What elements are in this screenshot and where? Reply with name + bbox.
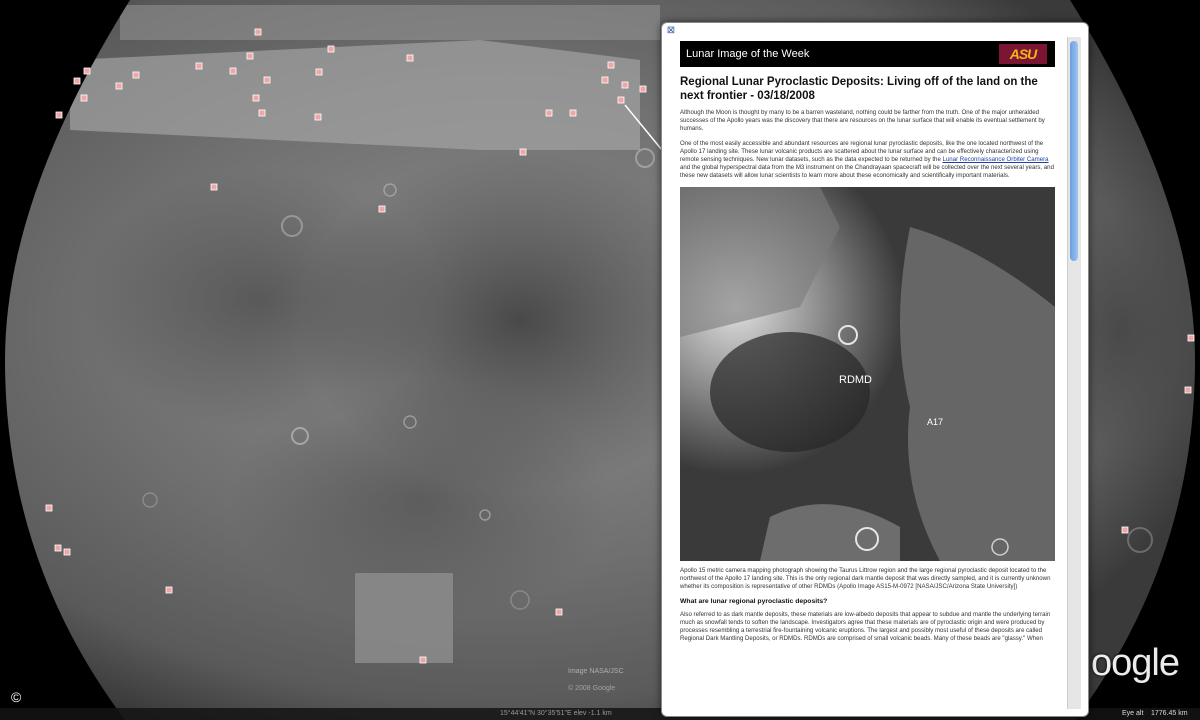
placemark-icon[interactable] [84,68,90,74]
figure-caption: Apollo 15 metric camera mapping photograph showing the Taurus Littrow region and the large regional pyroclastic deposit located to the northwest of the Apollo 17 landing site. This is the only regional dark mantle deposit that was directly sampled, and it is currently unknown whether its composition is representative of other RDMDs (Apollo Image AS15-M-0972 [NASA/JSC/Arizona State University]) [680,567,1051,590]
placemark-icon[interactable] [315,114,321,120]
placemark-icon[interactable] [116,83,122,89]
lroc-link[interactable]: Lunar Reconnaissance Orbiter Camera [942,156,1049,163]
placemark-icon[interactable] [379,206,385,212]
placemark-icon[interactable] [608,62,614,68]
placemark-icon[interactable] [1185,387,1191,393]
banner-title: Lunar Image of the Week [686,48,810,60]
placemark-icon[interactable] [230,68,236,74]
placemark-icon[interactable] [602,77,608,83]
figure-label-rdmd: RDMD [839,374,872,386]
placemark-icon[interactable] [166,587,172,593]
paragraph-intro: Although the Moon is thought by many to be a barren wasteland, nothing could be farther from the truth. One of the major unheralded successes of the Apollo years was the discovery that there are resources on the lunar surface that will enable its eventual settlement by humans. [680,109,1045,132]
placemark-icon[interactable] [46,505,52,511]
placemark-icon[interactable] [253,95,259,101]
placemark-icon[interactable] [1188,335,1194,341]
image-attribution: Image NASA/JSC [568,668,624,675]
placemark-icon[interactable] [133,72,139,78]
placemark-icon[interactable] [556,609,562,615]
placemark-icon[interactable] [64,549,70,555]
placemark-icon[interactable] [618,97,624,103]
scroll-thumb[interactable] [1070,41,1078,261]
placemark-icon[interactable] [247,53,253,59]
placemark-icon[interactable] [520,149,526,155]
placemark-icon[interactable] [264,77,270,83]
banner [680,41,1055,67]
placemark-icon[interactable] [255,29,261,35]
placemark-icon[interactable] [622,82,628,88]
placemark-icon[interactable] [328,46,334,52]
placemark-icon[interactable] [1122,527,1128,533]
placemark-icon[interactable] [74,78,80,84]
eye-alt-value: 1776.45 km [1151,710,1188,717]
article-title: Regional Lunar Pyroclastic Deposits: Living off of the land on the next frontier - 03/18/2008 [680,76,1038,102]
copyright-icon[interactable]: © [11,689,22,705]
placemark-icon[interactable] [81,95,87,101]
figure-label-a17: A17 [927,417,944,427]
asu-logo: ASU [999,44,1047,64]
placemark-icon[interactable] [196,63,202,69]
placemark-icon[interactable] [211,184,217,190]
placemark-icon[interactable] [55,545,61,551]
info-balloon [661,22,1089,717]
placemark-icon[interactable] [420,657,426,663]
apollo-photograph [680,187,1055,561]
google-logo: oogle [1091,642,1179,684]
placemark-icon[interactable] [570,110,576,116]
pointer-coordinates: 15°44'41"N 30°35'51"E elev -1.1 km [500,710,612,717]
placemark-icon[interactable] [407,55,413,61]
paragraph-resources-text-2: and the global hyperspectral data from the M3 instrument on the Chandrayaan spacecraft will be collected over the next several years, and these new datasets will allow lunar scientists to learn more about these economically and scientifically important materials. [680,164,1054,179]
paragraph-dark-mantle: Also referred to as dark mantle deposits, these materials are low-albedo deposits that appear to subdue and mantle the underlying terrain much as snowfall tends to soften the landscape. Investigators agree that these materials are of pyroclastic origin and were produced by processes resembling a terrestrial fire-fountaining volcanic eruptions. The largest and possibly most useful of these deposits are called Regional Dark Mantling Deposits, or RDMDs. RDMDs are comprised of small volcanic beads. Many of these beads are "glassy." When [680,611,1051,642]
paragraph-resources [680,140,1055,180]
close-icon[interactable]: ⊠ [666,25,676,36]
eye-alt-label: Eye alt [1122,710,1144,717]
balloon-content[interactable] [680,41,1055,713]
placemark-icon[interactable] [546,110,552,116]
balloon-scrollbar[interactable] [1067,37,1081,709]
section-heading: What are lunar regional pyroclastic deposits? [680,598,828,605]
placemark-icon[interactable] [56,112,62,118]
paragraph-resources-text-1: One of the most easily accessible and abundant resources are regional lunar pyroclastic deposits, like the one located northwest of the Apollo 17 landing site. These lunar volcanic products are scattered about the lunar surface and can be effectively characterized using remote sensing techniques. New lunar datasets, such as the data expected to be returned by the [680,140,1044,163]
placemark-icon[interactable] [259,110,265,116]
placemark-icon[interactable] [640,86,646,92]
placemark-icon[interactable] [316,69,322,75]
google-copyright: © 2008 Google [568,685,616,692]
